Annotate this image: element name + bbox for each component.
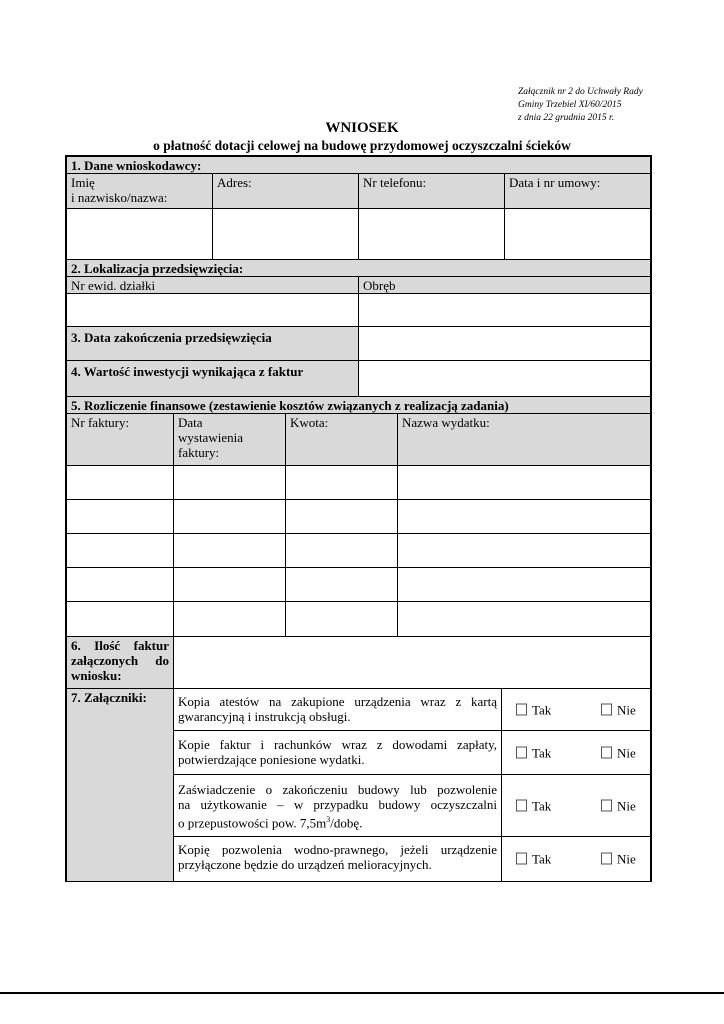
attachment-1-no-option[interactable] [601,702,636,717]
attachment-4-yes-option[interactable] [516,852,551,867]
attachment-3-line3 [178,812,497,830]
no-label: Nie [617,702,636,717]
checkbox-icon[interactable] [516,746,527,758]
section2-heading: 2. Lokalizacja przedsięwzięcia: [66,259,651,277]
section5-col-date [173,413,286,466]
section6-line2: załączonych do [71,653,169,668]
section1-col-name [66,173,213,209]
invoice-row-1-expense[interactable] [397,465,651,500]
section5-col-invoice-no: Nr faktury: [66,413,174,466]
yes-label: Tak [532,745,552,760]
investment-value-field[interactable] [358,360,651,397]
checkbox-icon[interactable] [601,799,612,811]
phone-field[interactable] [358,208,505,260]
attachment-3-line3-b: /dobę. [330,815,363,831]
invoice-row-5-amount[interactable] [285,601,398,637]
attachment-4-line2: przyłączone będzie do urządzeń melioracyjnych. [178,857,432,872]
form-title: WNIOSEK [325,120,399,136]
attachment-2-line1: Kopie faktur i rachunków wraz z dowodami zapłaty, [178,737,497,752]
invoice-row-1-number[interactable] [66,465,174,500]
attachment-3-line3-a: o przepustowości pow. 7,5m [178,815,327,831]
checkbox-icon[interactable] [516,703,527,715]
section2-col-plot: Nr ewid. działki [66,276,359,294]
invoice-row-4-number[interactable] [66,567,174,602]
attachment-1-line1: Kopia atestów na zakupione urządzenia wraz z kartą [178,694,497,709]
attachment-2-options [501,730,651,775]
attachment-3-no-option[interactable] [601,798,636,813]
name-field[interactable] [66,208,213,260]
section1-col-name-line1: Imię [71,175,95,190]
invoice-row-5-number[interactable] [66,601,174,637]
attachment-3-options [501,774,651,837]
attachment-2-line2: potwierdzające poniesione wydatki. [178,752,365,767]
attachment-2-text [173,730,502,775]
no-label: Nie [617,798,636,813]
invoice-row-2-number[interactable] [66,499,174,534]
attachment-4-no-option[interactable] [601,852,636,867]
section1-col-contract: Data i nr umowy: [504,173,651,209]
attachment-2-yes-option[interactable] [516,745,551,760]
contract-field[interactable] [504,208,651,260]
attachment-4-line1: Kopię pozwolenia wodno-prawnego, jeżeli urządzenie [178,842,497,857]
section5-col-date-line3: faktury: [178,445,220,460]
yes-label: Tak [532,851,552,867]
completion-date-field[interactable] [358,326,651,361]
section5-col-date-line2: wystawienia [178,430,243,445]
invoice-row-1-amount[interactable] [285,465,398,500]
invoice-row-2-expense[interactable] [397,499,651,534]
section5-col-date-line1: Data [178,415,203,430]
yes-label: Tak [532,798,552,813]
invoice-row-1-date[interactable] [173,465,286,500]
attachment-3-yes-option[interactable] [516,798,551,813]
section5-col-amount: Kwota: [285,413,398,466]
no-label: Nie [617,851,636,867]
checkbox-icon[interactable] [601,853,612,865]
address-field[interactable] [212,208,359,260]
annex-line-1: Załącznik nr 2 do Uchwały Rady [518,87,643,97]
section1-heading: 1. Dane wnioskodawcy: [66,156,651,174]
invoice-row-3-number[interactable] [66,533,174,568]
attachment-1-line2: gwarancyjną i instrukcją obsługi. [178,709,351,724]
section6-heading [66,636,174,689]
invoice-row-2-date[interactable] [173,499,286,534]
form-subtitle: o płatność dotacji celowej na budowę przydomowej oczyszczalni ścieków [153,138,571,153]
yes-label: Tak [532,702,552,717]
attachment-2-no-option[interactable] [601,745,636,760]
section2-col-precinct: Obręb [358,276,651,294]
invoice-row-3-expense[interactable] [397,533,651,568]
attachment-3-line2: na użytkowanie – w przypadku budowy oczyszczalni [178,797,497,812]
section1-col-name-line2: i nazwisko/nazwa: [71,190,168,205]
attachment-3-line1: Zaświadczenie o zakończeniu budowy lub pozwolenie [178,782,497,797]
section4-heading: 4. Wartość inwestycji wynikająca z faktur [66,360,359,397]
attachment-3-superscript: 3 [326,815,331,824]
section1-col-address: Adres: [212,173,359,209]
section6-line3: wniosku: [71,668,122,683]
invoice-row-5-date[interactable] [173,601,286,637]
invoice-count-field[interactable] [173,636,651,689]
invoice-row-5-expense[interactable] [397,601,651,637]
attachment-1-yes-option[interactable] [516,702,551,717]
checkbox-icon[interactable] [601,746,612,758]
invoice-row-4-date[interactable] [173,567,286,602]
annex-line-3: z dnia 22 grudnia 2015 r. [518,113,615,123]
checkbox-icon[interactable] [601,703,612,715]
invoice-row-3-amount[interactable] [285,533,398,568]
section5-col-expense: Nazwa wydatku: [397,413,651,466]
section7-heading: 7. Załączniki: [66,688,174,882]
no-label: Nie [617,745,636,760]
attachment-4-text [173,836,502,882]
section1-col-phone: Nr telefonu: [358,173,505,209]
invoice-row-4-amount[interactable] [285,567,398,602]
attachment-3-text [173,774,502,837]
checkbox-icon[interactable] [516,799,527,811]
attachment-1-options [501,688,651,731]
section5-heading: 5. Rozliczenie finansowe (zestawienie kosztów związanych z realizacją zadania) [66,396,651,414]
invoice-row-2-amount[interactable] [285,499,398,534]
invoice-row-3-date[interactable] [173,533,286,568]
precinct-field[interactable] [358,293,651,327]
attachment-1-text [173,688,502,731]
section6-line1: 6. Ilość faktur [71,638,169,653]
annex-line-2: Gminy Trzebiel XI/60/2015 [518,100,622,110]
invoice-row-4-expense[interactable] [397,567,651,602]
page-bottom-rule [0,992,724,994]
section3-heading: 3. Data zakończenia przedsięwzięcia [66,326,359,361]
plot-number-field[interactable] [66,293,359,327]
checkbox-icon[interactable] [516,853,527,865]
attachment-4-options [501,836,651,882]
